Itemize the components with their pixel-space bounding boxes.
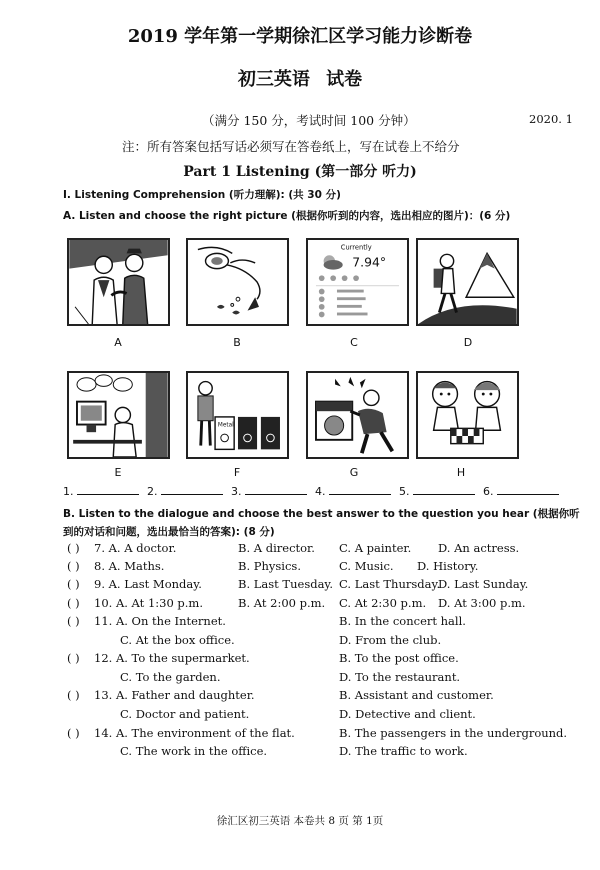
- answer-blank-3[interactable]: [245, 485, 307, 495]
- computer-user-illustration: [69, 373, 168, 457]
- q10-option-a: 10. A. At 1:30 p.m.: [94, 596, 203, 610]
- q13-option-a: 13. A. Father and daughter.: [94, 688, 255, 702]
- q12-option-a: 12. A. To the supermarket.: [94, 651, 250, 665]
- picture-label-e: E: [114, 466, 122, 479]
- blank-label-5: 5.: [399, 485, 410, 498]
- q9-option-b: B. Last Tuesday.: [238, 577, 334, 591]
- weather-app-title: Currently: [340, 243, 372, 252]
- q13-option-b: B. Assistant and customer.: [339, 688, 494, 702]
- answer-blank-6[interactable]: [497, 485, 559, 495]
- answer-blank-1[interactable]: [77, 485, 139, 495]
- q7-option-b: B. A director.: [238, 541, 315, 555]
- answer-note: 注：所有答案包括写话必须写在答卷纸上，写在试卷上不给分: [122, 139, 460, 154]
- q9-option-c: C. Last Thursday.: [339, 577, 441, 591]
- q14-option-c: C. The work in the office.: [120, 744, 268, 758]
- q8-option-d: D. History.: [417, 559, 479, 573]
- answer-paren-8[interactable]: ( ): [67, 559, 80, 573]
- blank-label-2: 2.: [147, 485, 158, 498]
- blank-label-1: 1.: [63, 485, 74, 498]
- score-note: （满分 150 分，考试时间 100 分钟）: [202, 113, 416, 128]
- picture-label-a: A: [114, 336, 122, 349]
- picture-label-d: D: [463, 336, 473, 349]
- section-b-instruction: B. Listen to the dialogue and choose the best answer to the question you hear (根据你听到的对话和问题，选出最恰当的答案): (8 分): [63, 508, 580, 538]
- hiker-illustration: [418, 240, 517, 324]
- q12-option-d: D. To the restaurant.: [339, 670, 461, 684]
- q11-option-d: D. From the club.: [339, 633, 442, 647]
- exam-title: 2019 学年第一学期徐汇区学习能力诊断卷: [127, 26, 473, 47]
- answer-blank-5[interactable]: [413, 485, 475, 495]
- answer-blanks: [63, 485, 564, 498]
- picture-label-g: G: [349, 466, 359, 479]
- q7-option-a: 7. A. A doctor.: [94, 541, 177, 555]
- answer-blank-4[interactable]: [329, 485, 391, 495]
- q9-option-a: 9. A. Last Monday.: [94, 577, 202, 591]
- answer-paren-9[interactable]: ( ): [67, 577, 80, 591]
- picture-f-recycling: [186, 371, 289, 459]
- weather-app-temperature: 7.94°: [352, 254, 387, 270]
- picture-c-weather-app: [306, 238, 409, 326]
- q11-option-b: B. In the concert hall.: [339, 614, 466, 628]
- picture-d-hiking: [416, 238, 519, 326]
- q12-option-c: C. To the garden.: [120, 670, 221, 684]
- answer-paren-10[interactable]: ( ): [67, 596, 80, 610]
- answer-paren-13[interactable]: ( ): [67, 688, 80, 702]
- blank-label-6: 6.: [483, 485, 494, 498]
- section-a-instruction: A. Listen and choose the right picture (根据你听到的内容，选出相应的图片)：(6 分): [63, 210, 511, 222]
- q11-option-c: C. At the box office.: [120, 633, 235, 647]
- q8-option-c: C. Music.: [339, 559, 394, 573]
- q10-option-b: B. At 2:00 p.m.: [238, 596, 326, 610]
- answer-paren-7[interactable]: ( ): [67, 541, 80, 555]
- bin-label-metal: Metal: [217, 422, 234, 429]
- picture-label-f: F: [233, 466, 241, 479]
- picture-label-c: C: [350, 336, 358, 349]
- answer-blank-2[interactable]: [161, 485, 223, 495]
- blank-label-3: 3.: [231, 485, 242, 498]
- page-footer: 徐汇区初三英语 本卷共 8 页 第 1页: [216, 815, 384, 827]
- q7-option-d: D. An actress.: [438, 541, 520, 555]
- picture-b-diving: [186, 238, 289, 326]
- exam-subtitle: 初三英语 试卷: [237, 69, 363, 90]
- picture-label-b: B: [233, 336, 241, 349]
- weather-app-illustration: [308, 240, 407, 324]
- q11-option-a: 11. A. On the Internet.: [94, 614, 226, 628]
- part1-title: Part 1 Listening (第一部分 听力): [183, 164, 417, 180]
- answer-paren-12[interactable]: ( ): [67, 651, 80, 665]
- picture-e-computer: [67, 371, 170, 459]
- q12-option-b: B. To the post office.: [339, 651, 459, 665]
- q7-option-c: C. A painter.: [339, 541, 412, 555]
- diver-illustration: [188, 240, 287, 324]
- machine-repair-illustration: [308, 373, 407, 457]
- recycling-bins-illustration: [188, 373, 287, 457]
- handshake-illustration: [69, 240, 168, 324]
- q8-option-b: B. Physics.: [238, 559, 301, 573]
- children-chess-illustration: [418, 373, 517, 457]
- blank-label-4: 4.: [315, 485, 326, 498]
- q14-option-b: B. The passengers in the underground.: [339, 726, 568, 740]
- q10-option-d: D. At 3:00 p.m.: [438, 596, 526, 610]
- picture-g-machine: [306, 371, 409, 459]
- q10-option-c: C. At 2:30 p.m.: [339, 596, 427, 610]
- answer-paren-11[interactable]: ( ): [67, 614, 80, 628]
- exam-date: 2020. 1: [529, 112, 573, 126]
- q14-option-a: 14. A. The environment of the flat.: [94, 726, 295, 740]
- q14-option-d: D. The traffic to work.: [339, 744, 468, 758]
- section-listening-comprehension: I. Listening Comprehension (听力理解): (共 30 分): [63, 189, 341, 201]
- picture-label-h: H: [456, 466, 466, 479]
- q13-option-c: C. Doctor and patient.: [120, 707, 250, 721]
- answer-paren-14[interactable]: ( ): [67, 726, 80, 740]
- q9-option-d: D. Last Sunday.: [438, 577, 529, 591]
- q13-option-d: D. Detective and client.: [339, 707, 476, 721]
- picture-a-handshake: [67, 238, 170, 326]
- q8-option-a: 8. A. Maths.: [94, 559, 165, 573]
- picture-h-chess: [416, 371, 519, 459]
